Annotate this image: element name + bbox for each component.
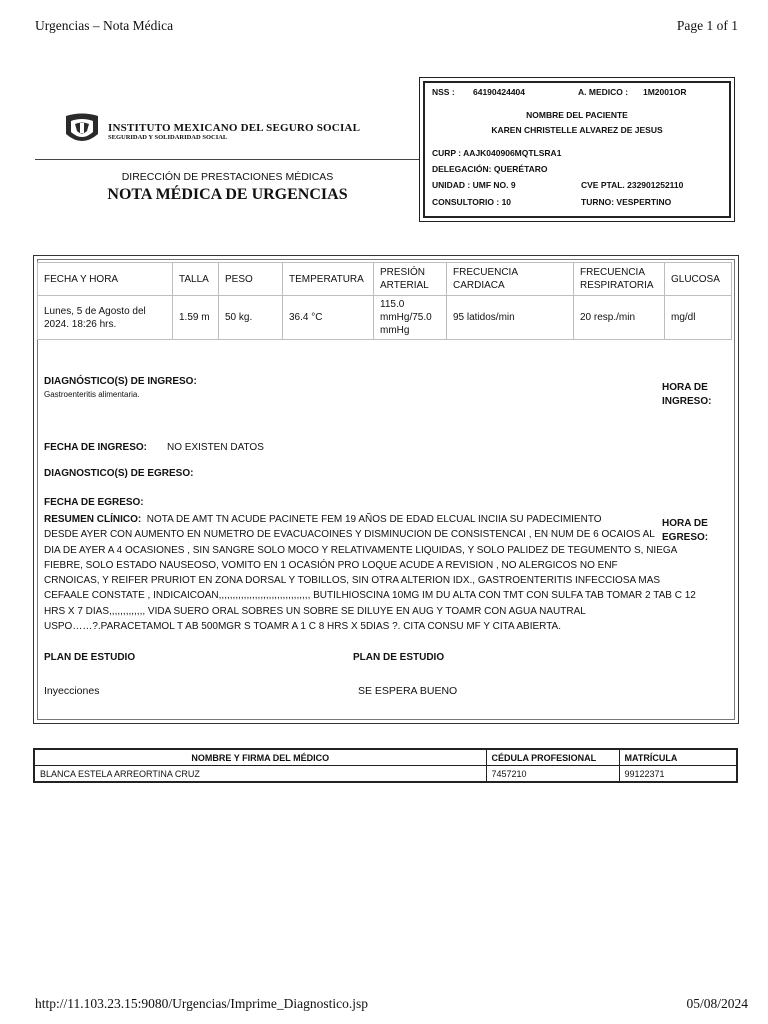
print-header-title: Urgencias – Nota Médica [35, 18, 174, 33]
signature-header-cell: MATRÍCULA [619, 749, 737, 766]
medico-label: A. MEDICO : [578, 87, 629, 97]
department-name: DIRECCIÓN DE PRESTACIONES MÉDICAS [121, 171, 334, 183]
imss-eagle-icon [62, 112, 102, 146]
medico-value: 1M2001OR [643, 87, 687, 97]
turno: TURNO: VESPERTINO [581, 197, 672, 207]
resumen-line: CRNOICAS, Y REIFER PRURIOT EN ZONA DORSAL Y TOBILLOS, SIN OTRA ALTERION IDX., GASTROENTERITIS INFECCIOSA MAS [44, 575, 661, 587]
hora-egreso-label: HORA DE EGRESO: [662, 518, 709, 543]
vitals-header-cell: TALLA [173, 263, 219, 296]
clave-presupuestal: CVE PTAL. 232901252110 [581, 180, 684, 190]
delegacion: DELEGACIÓN: QUERÉTARO [432, 164, 548, 174]
matricula: 99122371 [619, 766, 737, 783]
print-footer-url[interactable]: http://11.103.23.15:9080/Urgencias/Imprime_Diagnostico.jsp [35, 996, 368, 1011]
resumen-text: NOTA DE AMT TN ACUDE PACINETE FEM 19 AÑOS DE EDAD ELCUAL INCIIA SU PADECIMIENTO [146, 514, 602, 525]
patient-name: KAREN CHRISTELLE ALVAREZ DE JESUS [491, 125, 663, 135]
vitals-value-row [38, 296, 732, 340]
resumen-line: FIEBRE, SOLO ESTADO NAUSEOSO, VOMITO EN 1 OCASIÓN PRO LOQUE ACUDE A REVISION , NO ALERGICOS NO ENF [44, 559, 618, 571]
vitals-header-row [38, 263, 732, 296]
institution-name: INSTITUTO MEXICANO DEL SEGURO SOCIAL [108, 122, 361, 134]
vitals-value-cell: 95 latidos/min [447, 296, 574, 340]
signature-header-cell: NOMBRE Y FIRMA DEL MÉDICO [34, 749, 486, 766]
resumen-clinico-label: RESUMEN CLÍNICO: [44, 514, 142, 525]
medico-name: BLANCA ESTELA ARREORTINA CRUZ [34, 766, 486, 783]
signature-header-row [34, 749, 737, 766]
vitals-table [37, 262, 732, 340]
vitals-header-cell: PRESIÓN ARTERIAL [374, 263, 447, 296]
header-divider [35, 159, 420, 160]
diagnostico-ingreso-label: DIAGNÓSTICO(S) DE INGRESO: [44, 376, 197, 387]
unidad: UNIDAD : UMF NO. 9 [432, 180, 516, 190]
plan-estudio-label-left: PLAN DE ESTUDIO [44, 652, 136, 663]
patient-name-label: NOMBRE DEL PACIENTE [526, 110, 628, 120]
signature-value-row [34, 766, 737, 783]
vitals-header-cell: FECHA Y HORA [38, 263, 173, 296]
diagnostico-ingreso-value: Gastroenteritis alimentaria. [44, 390, 140, 399]
vitals-header-cell: TEMPERATURA [283, 263, 374, 296]
vitals-header-cell: GLUCOSA [665, 263, 732, 296]
vitals-header-cell: FRECUENCIA RESPIRATORIA [574, 263, 665, 296]
vitals-value-cell: 36.4 °C [283, 296, 374, 340]
vitals-value-cell: mg/dl [665, 296, 732, 340]
plan-estudio-value-left: Inyecciones [44, 685, 100, 697]
resumen-line: DIA DE AYER A 4 OCASIONES , SIN SANGRE SOLO MOCO Y RELATIVAMENTE LIQUIDAS, Y SOLO PALIDEZ DE TEGUMENTO S, NIEGA [44, 544, 678, 556]
diagnostico-egreso-label: DIAGNOSTICO(S) DE EGRESO: [44, 468, 194, 479]
resumen-line: DESDE AYER CON AUMENTO EN NUMETRO DE EVACUACOINES Y DISMINUCION DE CONSISTENCAI , EN NUM DE 6 OCAIOS AL [44, 529, 655, 541]
cedula-profesional: 7457210 [486, 766, 619, 783]
vitals-value-cell: 1.59 m [173, 296, 219, 340]
print-header-page: Page 1 of 1 [676, 18, 738, 33]
fecha-ingreso-value: NO EXISTEN DATOS [167, 442, 264, 453]
plan-estudio-label-right: PLAN DE ESTUDIO [353, 652, 445, 663]
resumen-line: CEFAALE CONSTATE , INDICAICOAN,,,,,,,,,,,,,,,,,,,,,,,,,,,,,,,,, BUTILHIOSCINA 10MG IM DU ALTA CON TMT CON SULFA TAB TOMAR 2 TAB C 12 [44, 590, 696, 602]
nss-label: NSS : [432, 87, 455, 97]
vitals-header-cell: FRECUENCIA CARDIACA [447, 263, 574, 296]
hora-ingreso-label: HORA DE INGRESO: [662, 382, 712, 407]
fecha-ingreso-label: FECHA DE INGRESO: [44, 442, 147, 453]
print-footer-date: 05/08/2024 [686, 996, 748, 1011]
vitals-value-cell: Lunes, 5 de Agosto del 2024. 18:26 hrs. [38, 296, 173, 340]
resumen-line [44, 512, 674, 527]
patient-info-box [419, 77, 735, 222]
vitals-value-cell: 50 kg. [219, 296, 283, 340]
curp: CURP : AAJK040906MQTLSRA1 [432, 148, 562, 158]
consultorio: CONSULTORIO : 10 [432, 197, 512, 207]
plan-estudio-value-right: SE ESPERA BUENO [358, 685, 458, 697]
fecha-egreso-label: FECHA DE EGRESO: [44, 497, 144, 508]
resumen-line: HRS X 7 DIAS,,,,,,,,,,,,, VIDA SUERO ORAL SOBRES UN SOBRE SE DILUYE EN AUG Y TOAMR CON AGUA NAUTRAL [44, 605, 586, 617]
medico-signature-table [33, 748, 738, 783]
document-title: NOTA MÉDICA DE URGENCIAS [107, 186, 348, 203]
nss-value: 64190424404 [473, 87, 526, 97]
vitals-value-cell: 20 resp./min [574, 296, 665, 340]
signature-header-cell: CÉDULA PROFESIONAL [486, 749, 619, 766]
institution-logo [62, 112, 362, 148]
resumen-line: USPO……?.PARACETAMOL T AB 500MGR S TOAMR A 1 C 8 HRS X 5DIAS ?. CITA CONSU MF Y CITA ABIERTA. [44, 621, 562, 633]
vitals-header-cell: PESO [219, 263, 283, 296]
institution-subtitle: SEGURIDAD Y SOLIDARIDAD SOCIAL [108, 134, 228, 141]
vitals-value-cell: 115.0 mmHg/75.0 mmHg [374, 296, 447, 340]
